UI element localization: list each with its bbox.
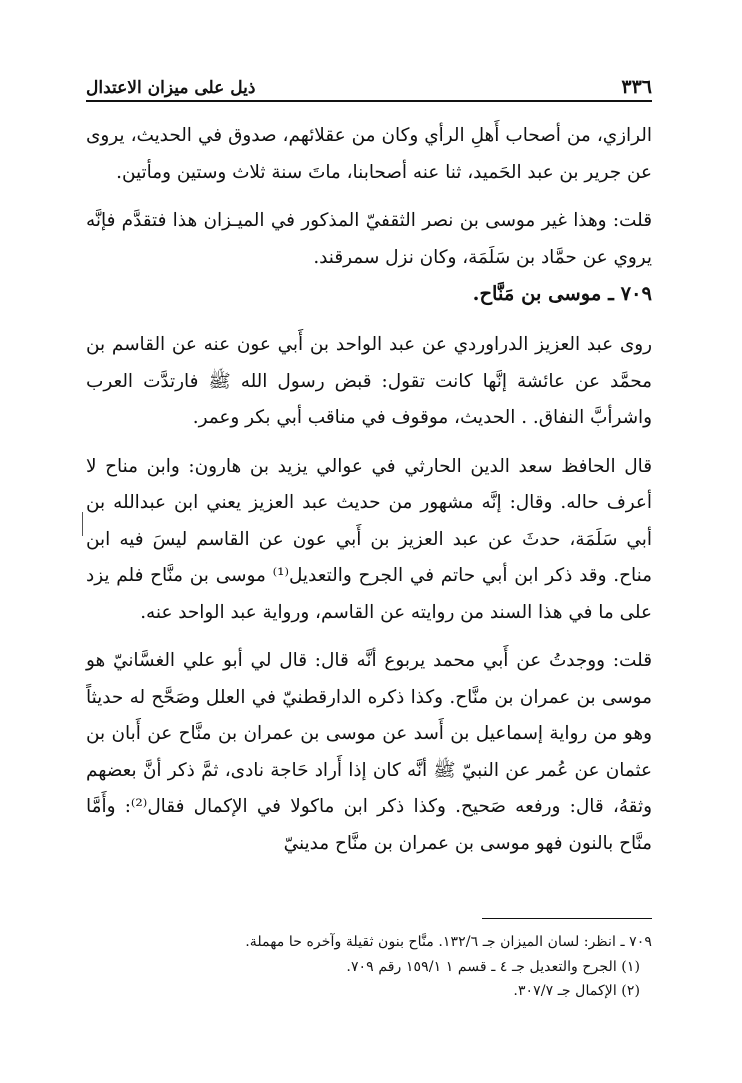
page-number: ٣٣٦ (621, 76, 652, 98)
page-header (86, 70, 652, 102)
paragraph-5: قلت: ووجدتُ عن أَبي محمد يربوع أنَّه قال: قال لي أبو علي الغسَّانيّ هو موسى بن عمران بن منَّاح. وكذا ذكره الدارقطنيّ في العلل وصَحَّح له حديثاً وهو من رواية إسماعيل بن أَسد عن موسى بن عمران بن منَّاح عن أَبان بن عثمان عن عُمر عن النبيّ ﷺ أنَّه كان إذا أَراد حَاجة نادى، ثمَّ ذكر أنَّ بعضهم وثقهُ، قال: ورفعه صَحيح. وكذا ذكر ابن ماكولا في الإكمال فقال⁽²⁾: وأَمَّا منَّاح بالنون فهو موسى بن عمران بن منَّاح مدينيّ (86, 650, 652, 854)
book-page (86, 0, 652, 1083)
paragraph-4: قال الحافظ سعد الدين الحارثي في عوالي يزيد بن هارون: وابن مناح لا أعرف حاله. وقال: إنَّه مشهور من حديث عبد العزيز يعني ابن عبدالله بن أبي سَلَمَة، حدثَ عن عبد العزيز بن أَبي عون عن القاسم ليسَ فيه ابن مناح. وقد ذكر ابن أبي حاتم في الجرح والتعديل⁽¹⁾ موسى بن منَّاح فلم يزد على ما في هذا السند من روايته عن القاسم، ورواية عبد الواحد عنه. (86, 455, 652, 623)
running-title: ذيل على ميزان الاعتدال (86, 78, 256, 98)
entry-heading: ٧٠٩ ـ موسى بن مَنَّاح. (472, 282, 652, 305)
paragraph-1: الرازي، من أصحاب أَهلِ الرأي وكان من عقلائهم، صدوق في الحديث، يروى عن جرير بن عبد الحَميد، ثنا عنه أصحابنا، ماتَ سنة ثلاث وستين ومأتين. (86, 125, 652, 183)
footnote-709: ٧٠٩ ـ انظر: لسان الميزان جـ ١٣٢/٦. منَّاح بنون ثقيلة وآخره حا مهملة. (245, 934, 652, 950)
footnote-1: (١) الجرح والتعديل جـ ٤ ـ قسم ١ ١٥٩/١ رقم ٧٠٩. (346, 958, 640, 975)
paragraph-3: روى عبد العزيز الدراوردي عن عبد الواحد بن أَبي عون عنه عن القاسم بن محمَّد عن عائشة إنَّها كانت تقول: قبض رسول الله ﷺ فارتدَّت العرب واشرأبَّ النفاق. . الحديث، موقوف في مناقب أبي بكر وعمر. (86, 334, 652, 428)
main-text (86, 118, 652, 862)
margin-mark (82, 512, 83, 536)
footnote-2: (٢) الإكمال جـ ٣٠٧/٧. (513, 983, 640, 999)
paragraph-2: قلت: وهذا غير موسى بن نصر الثقفيّ المذكور في الميـزان هذا فتقدَّم فإنَّه يروي عن حمَّاد بن سَلَمَة، وكان نزل سمرقند. (86, 210, 652, 268)
footnotes (86, 930, 652, 1004)
footnote-rule (482, 918, 652, 919)
